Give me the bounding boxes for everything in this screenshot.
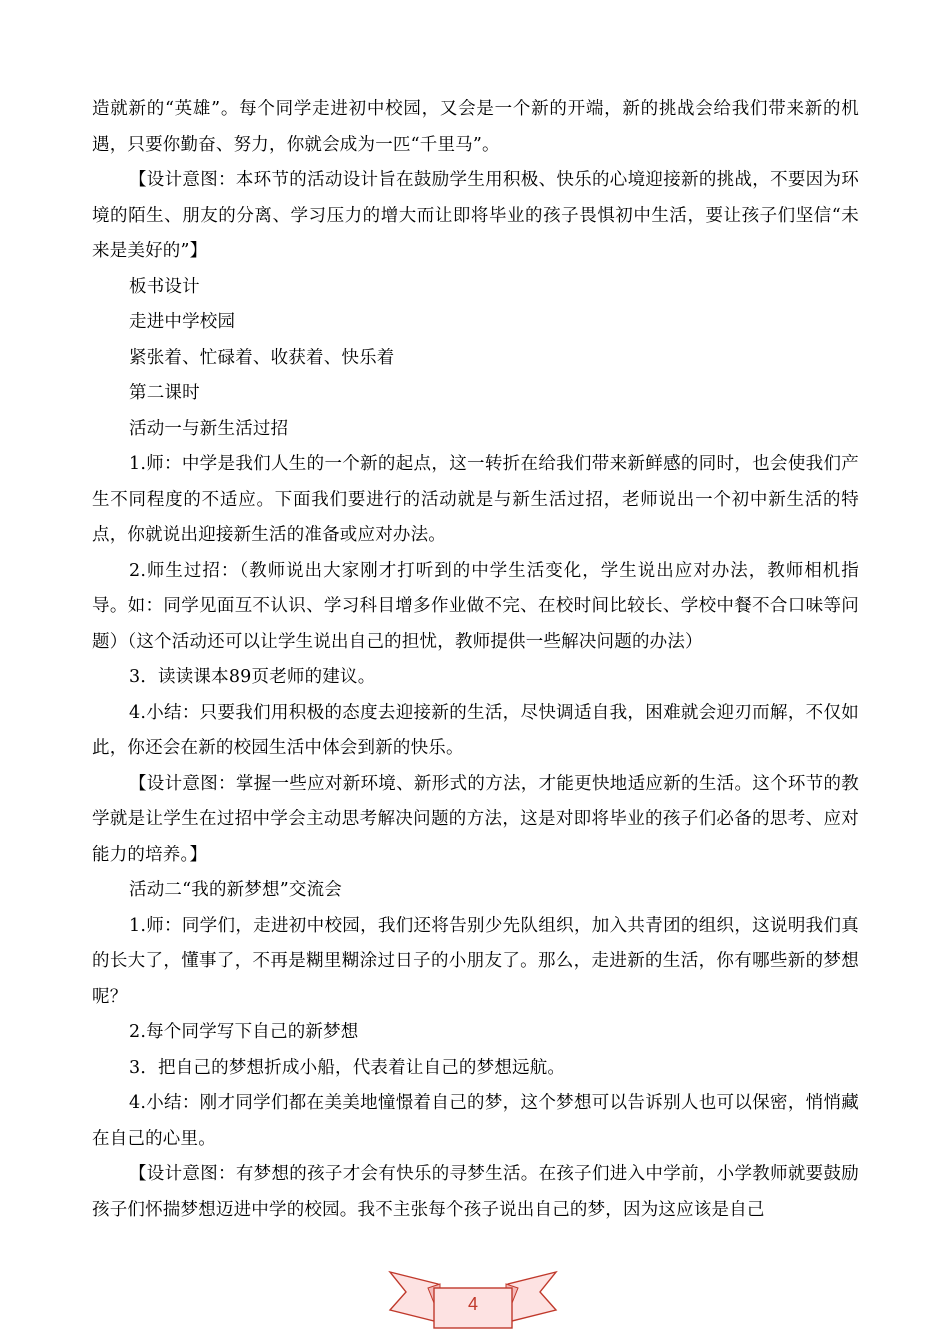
paragraph: 3．把自己的梦想折成小船，代表着让自己的梦想远航。	[129, 1057, 566, 1078]
paragraph: 走进中学校园	[129, 312, 236, 332]
section-heading: 板书设计	[129, 276, 200, 297]
section-heading: 第二课时	[129, 383, 200, 403]
paragraph: 【设计意图：有梦想的孩子才会有快乐的寻梦生活。在孩子们进入中学前，小学教师就要鼓励孩子们怀揣梦想迈进中学的校园。我不主张每个孩子说出自己的梦，因为这应该是自己	[92, 1164, 859, 1220]
page-number-ribbon	[388, 1270, 558, 1336]
paragraph: 2.每个同学写下自己的新梦想	[129, 1022, 359, 1042]
paragraph: 【设计意图：掌握一些应对新环境、新形式的方法，才能更快地适应新的生活。这个环节的教学就是让学生在过招中学会主动思考解决问题的方法，这是对即将毕业的孩子们必备的思考、应对能力的培养。】	[92, 773, 859, 865]
section-heading: 活动一与新生活过招	[129, 418, 289, 439]
paragraph: 造就新的“英雄”。每个同学走进初中校园，又会是一个新的开端，新的挑战会给我们带来新的机遇，只要你勤奋、努力，你就会成为一匹“千里马”。	[92, 99, 859, 155]
paragraph: 1.师：中学是我们人生的一个新的起点，这一转折在给我们带来新鲜感的同时，也会使我们产生不同程度的不适应。下面我们要进行的活动就是与新生活过招，老师说出一个初中新生活的特点，你就说出迎接新生活的准备或应对办法。	[92, 454, 859, 545]
paragraph: 【设计意图：本环节的活动设计旨在鼓励学生用积极、快乐的心境迎接新的挑战，不要因为环境的陌生、朋友的分离、学习压力的增大而让即将毕业的孩子畏惧初中生活，要让孩子们坚信“未来是美好的”】	[92, 170, 859, 261]
page-number: 4	[467, 1294, 478, 1314]
paragraph: 3．读读课本89页老师的建议。	[129, 667, 376, 687]
paragraph: 4.小结：刚才同学们都在美美地憧憬着自己的梦，这个梦想可以告诉别人也可以保密，悄悄藏在自己的心里。	[92, 1093, 859, 1149]
section-heading: 活动二“我的新梦想”交流会	[129, 880, 342, 900]
paragraph: 1.师：同学们，走进初中校园，我们还将告别少先队组织，加入共青团的组织，这说明我们真的长大了，懂事了，不再是糊里糊涂过日子的小朋友了。那么，走进新的生活，你有哪些新的梦想呢？	[92, 915, 859, 1007]
document-body	[92, 92, 859, 1228]
paragraph: 紧张着、忙碌着、收获着、快乐着	[129, 347, 395, 368]
paragraph: 4.小结：只要我们用积极的态度去迎接新的生活，尽快调适自我，困难就会迎刃而解，不仅如此，你还会在新的校园生活中体会到新的快乐。	[92, 702, 859, 758]
paragraph: 2.师生过招：（教师说出大家刚才打听到的中学生活变化，学生说出应对办法，教师相机指导。如：同学见面互不认识、学习科目增多作业做不完、在校时间比较长、学校中餐不合口味等问题）（这个活动还可以让学生说出自己的担忧，教师提供一些解决问题的办法）	[92, 560, 859, 652]
